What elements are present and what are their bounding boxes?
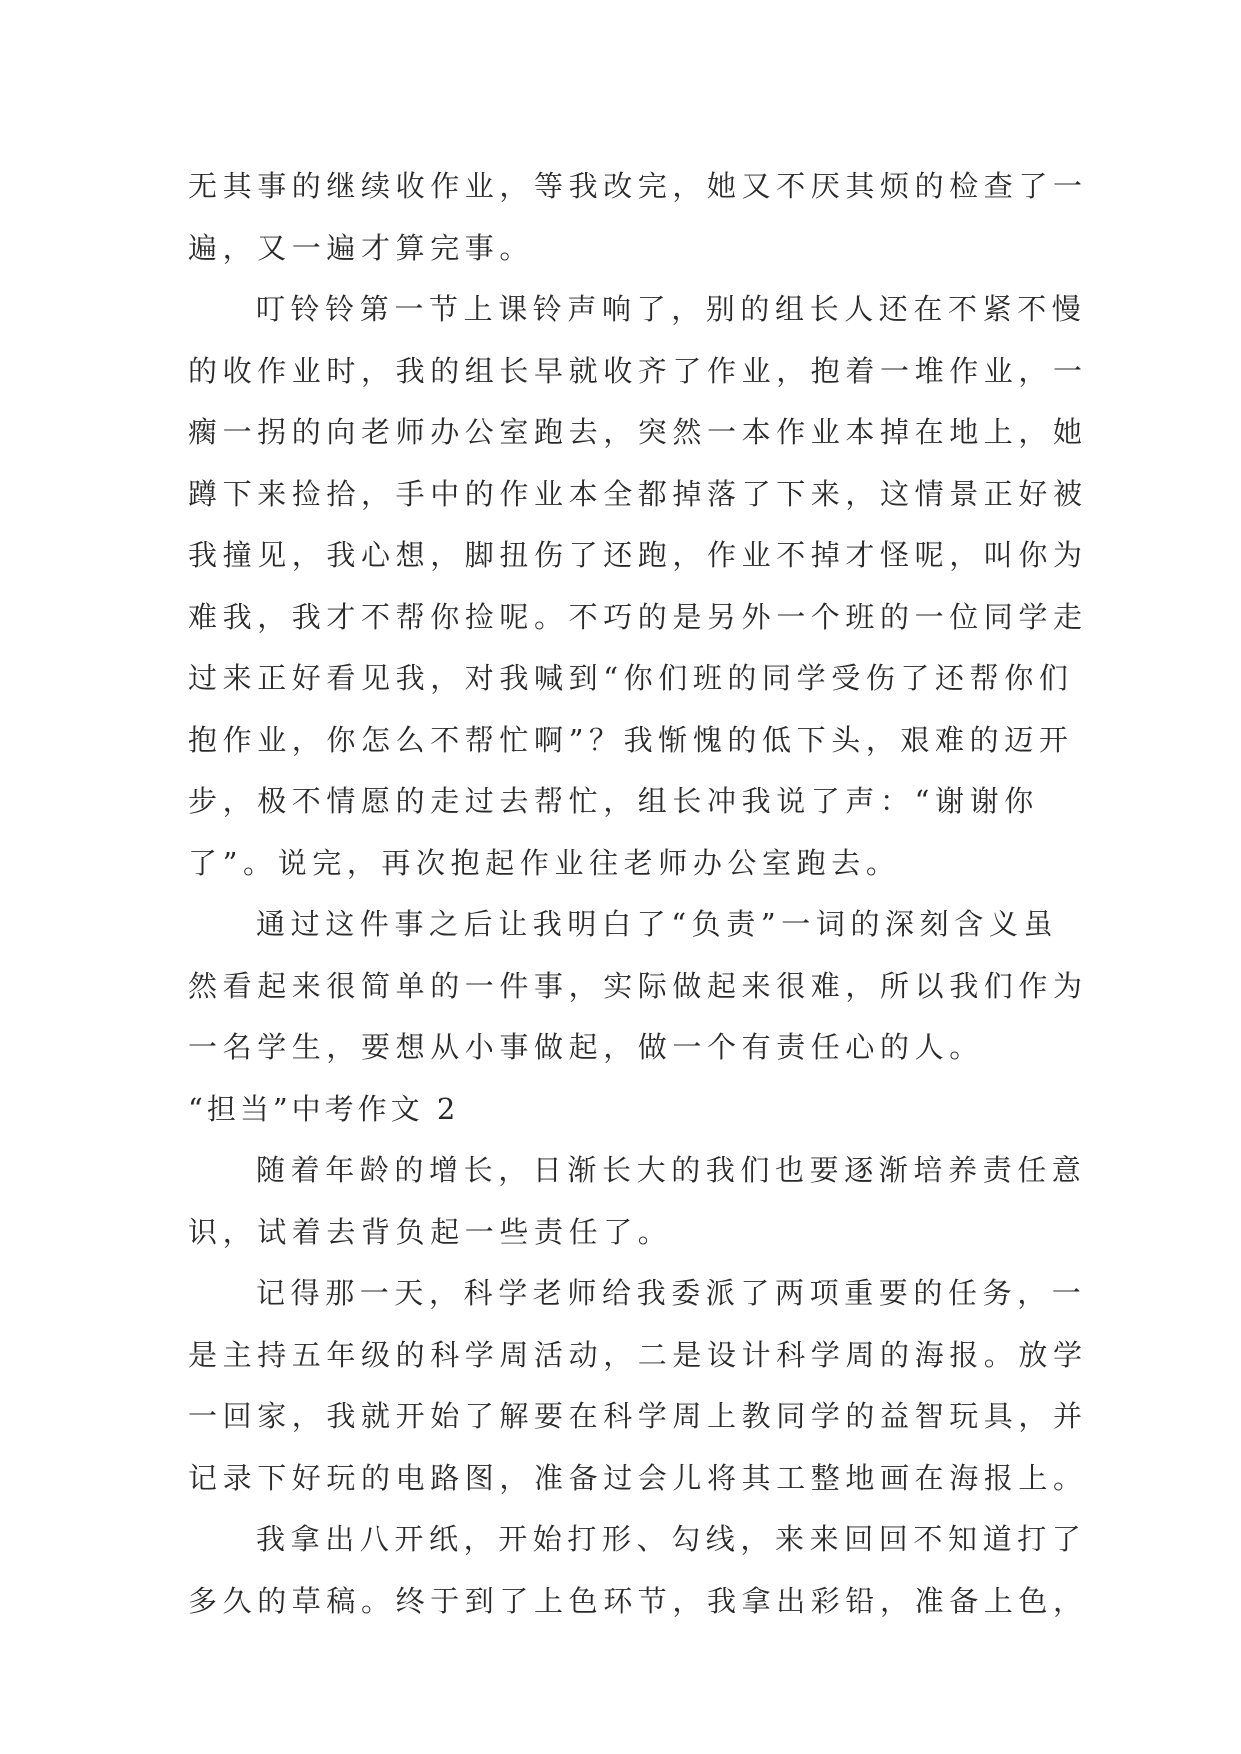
section-heading: “担当”中考作文 2: [188, 1091, 460, 1126]
text-line: 了”。说完，再次抱起作业往老师办公室跑去。: [188, 845, 901, 880]
text-line: 一名学生，要想从小事做起，做一个有责任心的人。: [188, 1030, 984, 1064]
text-line: 过来正好看见我，对我喊到“你们班的同学受伤了还帮你们: [188, 661, 1074, 695]
paragraph-start-line: 记得那一天，科学老师给我委派了两项重要的任务，一: [256, 1276, 1087, 1310]
text-line: 的收作业时，我的组长早就收齐了作业，抱着一堆作业，一: [188, 353, 1088, 388]
text-line: 我撞见，我心想，脚扭伤了还跑，作业不掉才怪呢，叫你为: [188, 538, 1088, 572]
paragraph-start-line: 叮铃铃第一节上课铃声响了，别的组长人还在不紧不慢: [256, 292, 1087, 326]
document-body: [188, 156, 1088, 1632]
text-line: 遍，又一遍才算完事。: [188, 230, 535, 265]
text-line: 瘸一拐的向老师办公室跑去，突然一本作业本掉在地上，她: [188, 415, 1088, 449]
text-line: 多久的草稿。终于到了上色环节，我拿出彩铅，准备上色，: [188, 1583, 1088, 1618]
text-line: 蹲下来捡拾，手中的作业本全都掉落了下来，这情景正好被: [188, 476, 1088, 511]
text-line: 难我，我才不帮你捡呢。不巧的是另外一个班的一位同学走: [188, 599, 1088, 634]
text-line: 记录下好玩的电路图，准备过会儿将其工整地画在海报上。: [188, 1460, 1088, 1495]
paragraph-start-line: 随着年龄的增长，日渐长大的我们也要逐渐培养责任意: [256, 1153, 1087, 1187]
text-line: 然看起来很简单的一件事，实际做起来很难，所以我们作为: [188, 968, 1088, 1003]
text-line: 无其事的继续收作业，等我改完，她又不厌其烦的检查了一: [188, 169, 1088, 203]
text-line: 一回家，我就开始了解要在科学周上教同学的益智玩具，并: [188, 1399, 1088, 1433]
text-line: 步，极不情愿的走过去帮忙，组长冲我说了声：“谢谢你: [188, 784, 1039, 818]
paragraph-start-line: 通过这件事之后让我明白了“负责”一词的深刻含义虽: [256, 907, 1059, 941]
paragraph-start-line: 我拿出八开纸，开始打形、勾线，来来回回不知道打了: [256, 1522, 1087, 1556]
text-line: 抱作业，你怎么不帮忙啊”？我惭愧的低下头，艰难的迈开: [188, 722, 1074, 757]
text-line: 是主持五年级的科学周活动，二是设计科学周的海报。放学: [188, 1337, 1088, 1372]
text-line: 识，试着去背负起一些责任了。: [188, 1214, 673, 1249]
